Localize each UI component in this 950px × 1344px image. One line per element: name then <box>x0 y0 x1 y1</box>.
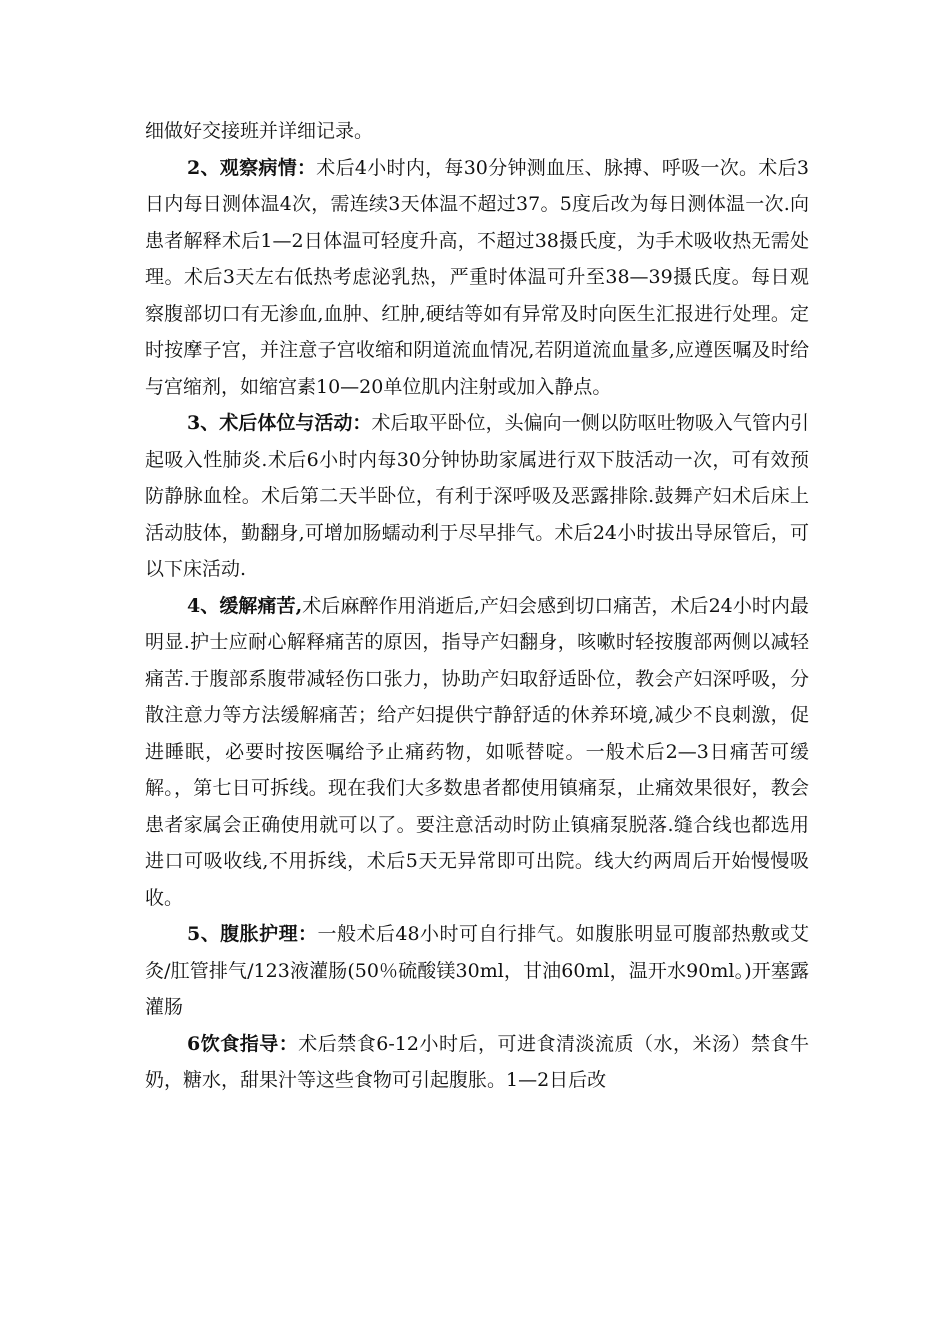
paragraph-text: 术后取平卧位，头偏向一侧以防呕吐物吸入气管内引起吸入性肺炎.术后6小时内每30分钟协助家属进行双下肢活动一次，可有效预防静脉血栓。术后第二天半卧位，有利于深呼吸及恶露排除.鼓舞产妇术后床上活动肢体，勤翻身,可增加肠蠕动利于尽早排气。术后24小时拔出导尿管后，可以下床活动. <box>145 412 809 580</box>
section-heading: 5、腹胀护理： <box>187 923 318 945</box>
paragraph-observe-condition <box>145 150 809 406</box>
paragraph-text: 细做好交接班并详细记录。 <box>145 120 374 142</box>
paragraph-text: 术后4小时内，每30分钟测血压、脉搏、呼吸一次。术后3日内每日测体温4次，需连续3天体温不超过37。5度后改为每日测体温一次.向患者解释术后1—2日体温可轻度升高，不超过38摄氏度，为手术吸收热无需处理。术后3天左右低热考虑泌乳热，严重时体温可升至38—39摄氏度。每日观察腹部切口有无渗血,血肿、红肿,硬结等如有异常及时向医生汇报进行处理。定时按摩子宫，并注意子宫收缩和阴道流血情况,若阴道流血量多,应遵医嘱及时给与宫缩剂，如缩宫素10—20单位肌内注射或加入静点。 <box>145 156 809 398</box>
document-body <box>145 113 809 1099</box>
paragraph-diet-guidance <box>145 1026 809 1099</box>
paragraph-text: 术后禁食6-12小时后，可进食清淡流质（水，米汤）禁食牛奶，糖水，甜果汁等这些食物可引起腹胀。1—2日后改 <box>145 1032 809 1091</box>
section-heading: 2、观察病情： <box>187 156 317 179</box>
section-heading: 3、术后体位与活动： <box>187 412 372 434</box>
section-heading: 4、缓解痛苦, <box>187 594 303 617</box>
paragraph-relieve-pain <box>145 588 809 917</box>
paragraph-text: 术后麻醉作用消逝后,产妇会感到切口痛苦，术后24小时内最明显.护士应耐心解释痛苦的原因，指导产妇翻身，咳嗽时轻按腹部两侧以减轻痛苦.于腹部系腹带减轻伤口张力，协助产妇取舒适卧位，教会产妇深呼吸，分散注意力等方法缓解痛苦；给产妇提供宁静舒适的休养环境,减少不良刺激，促进睡眠，必要时按医嘱给予止痛药物，如哌替啶。一般术后2—3日痛苦可缓解。，第七日可拆线。现在我们大多数患者都使用镇痛泵，止痛效果很好，教会患者家属会正确使用就可以了。要注意活动时防止镇痛泵脱落.缝合线也都选用进口可吸收线,不用拆线，术后5天无异常即可出院。线大约两周后开始慢慢吸收。 <box>145 594 809 909</box>
paragraph-continuation <box>145 113 809 150</box>
section-heading: 6饮食指导： <box>187 1032 299 1055</box>
paragraph-position-activity <box>145 405 809 588</box>
paragraph-text: 一般术后48小时可自行排气。如腹胀明显可腹部热敷或艾灸/肛管排气/123液灌肠(50％硫酸镁30ml，甘油60ml，温开水90ml。)开塞露灌肠 <box>145 923 809 1018</box>
paragraph-bloating-care <box>145 916 809 1026</box>
